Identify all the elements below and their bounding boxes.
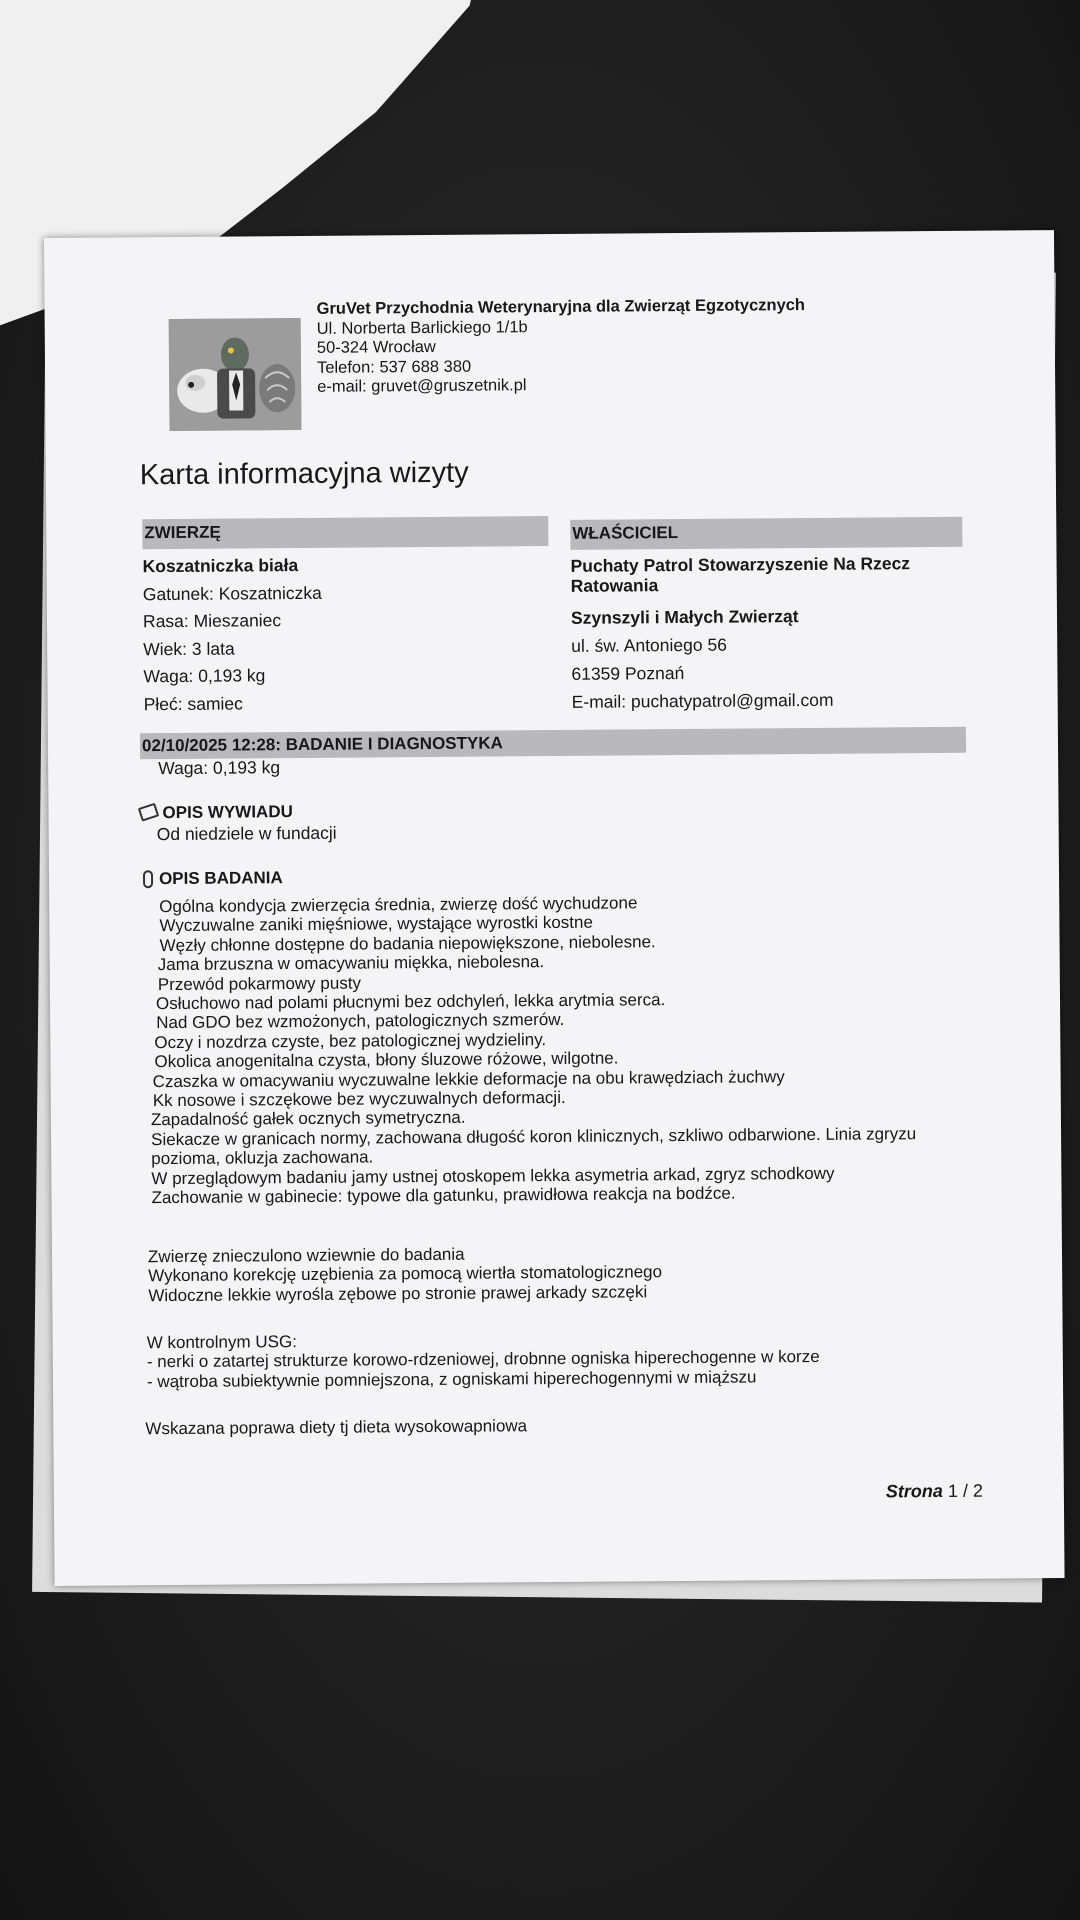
owner-street: ul. św. Antoniego 56 xyxy=(571,634,727,656)
page-number xyxy=(886,1481,983,1503)
exam-line: pozioma, okluzja zachowana. xyxy=(151,1147,374,1169)
usg-text xyxy=(147,1328,820,1392)
logo-animals-icon xyxy=(169,318,302,431)
procedure-line: Wykonano korekcję uzębienia za pomocą wiertła stomatologicznego xyxy=(148,1262,663,1286)
exam-line: Zachowanie w gabinecie: typowe dla gatunku, prawidłowa reakcja na bodźce. xyxy=(151,1183,736,1208)
interview-header-label: OPIS WYWIADU xyxy=(162,802,293,823)
exam-line: Kk nosowe i szczękowe bez wyczuwalnych deformacji. xyxy=(152,1087,566,1111)
clinic-city: 50-324 Wrocław xyxy=(316,337,436,357)
clinic-phone: Telefon: 537 688 380 xyxy=(316,357,472,377)
clinic-name: GruVet Przychodnia Weterynaryjna dla Zwierząt Egzotycznych xyxy=(316,296,806,318)
animal-sex: Płeć: samiec xyxy=(143,692,243,714)
animal-breed: Rasa: Mieszaniec xyxy=(142,610,282,632)
animal-weight: Waga: 0,193 kg xyxy=(143,665,266,687)
recommendation-text: Wskazana poprawa diety tj dieta wysokowapniowa xyxy=(145,1416,528,1439)
exam-line: Czaszka w omacywaniu wyczuwalne lekkie deformacje na obu krawędziach żuchwy xyxy=(152,1066,785,1091)
paperclip-icon xyxy=(143,870,153,888)
owner-email: E-mail: puchatypatrol@gmail.com xyxy=(571,689,834,712)
procedure-text xyxy=(148,1243,662,1305)
clinic-street: Ul. Norberta Barlickiego 1/1b xyxy=(316,317,528,338)
visit-header: 02/10/2025 12:28: BADANIE I DIAGNOSTYKA xyxy=(140,727,966,759)
exam-line: Jama brzuszna w omacywaniu miękka, niebolesna. xyxy=(157,952,545,975)
usg-line: W kontrolnym USG: xyxy=(146,1332,297,1353)
exam-line: Przewód pokarmowy pusty xyxy=(157,973,362,994)
owner-city: 61359 Poznań xyxy=(571,662,685,684)
owner-section-header: WŁAŚCICIEL xyxy=(570,517,962,550)
document-title: Karta informacyjna wizyty xyxy=(139,456,469,492)
exam-line: Węzły chłonne dostępne do badania niepowiększone, niebolesne. xyxy=(159,932,656,955)
procedure-line: Zwierzę znieczulono wziewnie do badania xyxy=(147,1244,465,1267)
owner-details xyxy=(571,553,912,712)
usg-line: - wątroba subiektywnie pomniejszona, z ogniskami hiperechogennymi w miąższu xyxy=(146,1367,757,1392)
owner-name-line3: Szynszyli i Małych Zwierząt xyxy=(570,606,799,628)
interview-text: Od niedziele w fundacji xyxy=(156,822,337,845)
animal-name: Koszatniczka biała xyxy=(142,555,299,577)
owner-name-line2: Ratowania xyxy=(570,575,659,596)
exam-line: W przeglądowym badaniu jamy ustnej otoskopem lekka asymetria arkad, zgryz schodkowy xyxy=(151,1163,835,1188)
animal-section-header: ZWIERZĘ xyxy=(142,516,548,549)
procedure-line: Widoczne lekkie wyrośla zębowe po stronie prawej arkady szczęki xyxy=(148,1282,648,1306)
owner-name-line1: Puchaty Patrol Stowarzyszenie Na Rzecz xyxy=(570,553,911,576)
clinic-logo xyxy=(169,318,302,431)
animal-age: Wiek: 3 lata xyxy=(143,638,235,659)
exam-line: Wyczuwalne zaniki mięśniowe, wystające wyrostki kostne xyxy=(159,913,593,936)
clinic-email: e-mail: gruvet@gruszetnik.pl xyxy=(317,376,527,396)
usg-line: - nerki o zatartej strukturze korowo-rdzeniowej, drobnne ogniska hiperechogenne w korze xyxy=(146,1347,820,1372)
visit-weight: Waga: 0,193 kg xyxy=(158,757,281,779)
animal-species: Gatunek: Koszatniczka xyxy=(142,582,322,604)
exam-text xyxy=(149,891,916,1207)
exam-line: Okolica anogenitalna czysta, błony śluzowe różowe, wilgotne. xyxy=(154,1048,619,1072)
exam-line: Oczy i nozdrza czyste, bez patologicznej wydzieliny. xyxy=(154,1029,547,1053)
page-label: Strona xyxy=(885,1480,943,1502)
animal-details xyxy=(142,552,322,718)
exam-line: Zapadalność gałek ocznych symetryczna. xyxy=(150,1108,466,1130)
note-icon xyxy=(138,805,156,821)
exam-header xyxy=(143,868,283,889)
document-page xyxy=(44,230,1065,1586)
clinic-info xyxy=(316,296,805,397)
exam-line: Ogólna kondycja zwierzęcia średnia, zwierzę dość wychudzone xyxy=(159,893,638,917)
exam-line: Nad GDO bez wzmożonych, patologicznych szmerów. xyxy=(156,1010,565,1033)
page-total: / 2 xyxy=(962,1480,984,1501)
page-current: 1 xyxy=(947,1480,958,1501)
exam-line: Siekacze w granicach normy, zachowana długość koron klinicznych, szkliwo odbarwione. Linia zgryzu xyxy=(151,1124,917,1150)
exam-line: Osłuchowo nad polami płucnymi bez odchyleń, lekka arytmia serca. xyxy=(155,990,666,1014)
exam-header-label: OPIS BADANIA xyxy=(158,868,283,889)
